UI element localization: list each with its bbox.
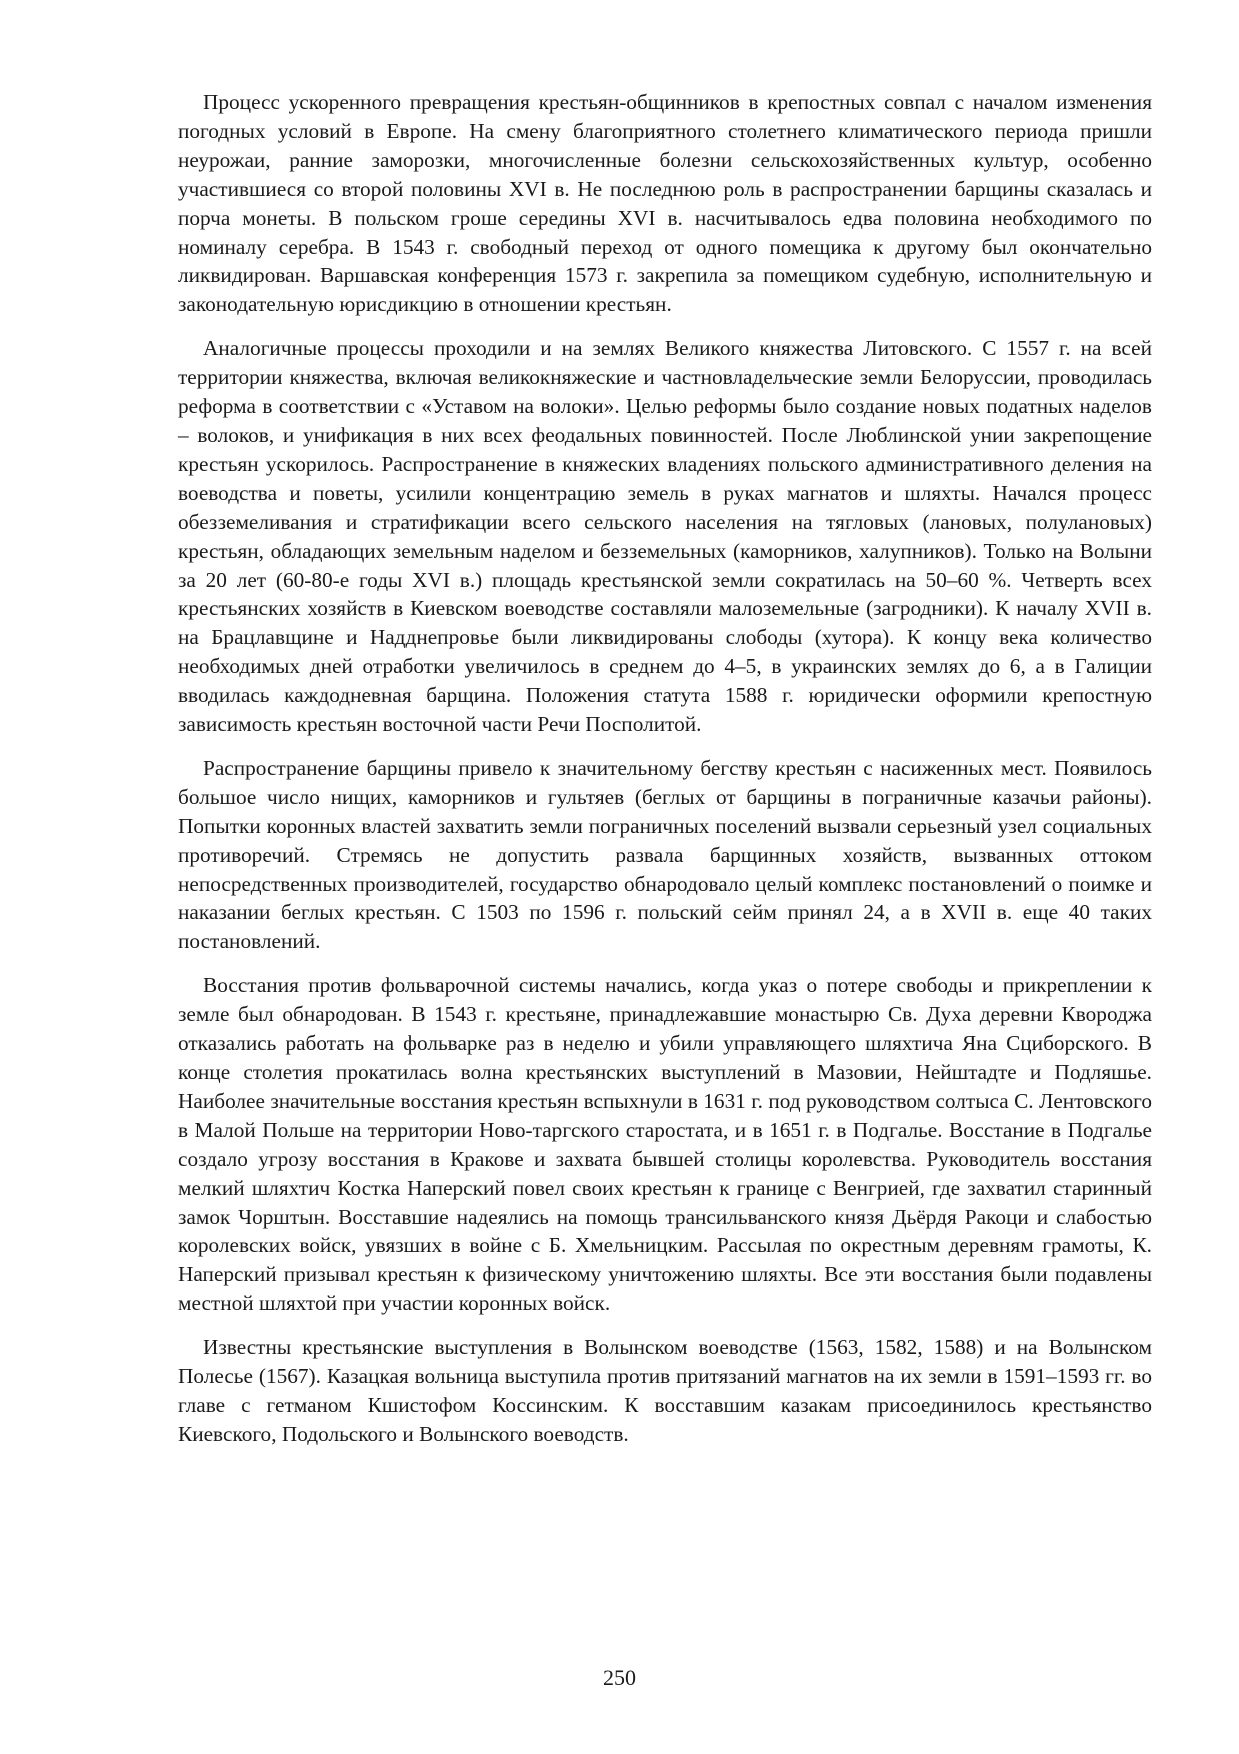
paragraph-5: Известны крестьянские выступления в Волынском воеводстве (1563, 1582, 1588) и на Волынском Полесье (1567). Казацкая вольница выступила против притязаний магнатов на их земли в 1591–1593 гг. во главе с гетманом Кшистофом Коссинским. К восставшим казакам присоединилось крестьянство Киевского, Подольского и Волынского воеводств. [178, 1335, 1152, 1446]
page-body [178, 88, 1152, 1464]
paragraph-1: Процесс ускоренного превращения крестьян-общинников в крепостных совпал с началом изменения погодных условий в Европе. На смену благоприятного столетнего климатического периода пришли неурожаи, ранние заморозки, многочисленные болезни сельскохозяйственных культур, особенно участившиеся со второй половины XVI в. Не последнюю роль в распространении барщины сказалась и порча монеты. В польском гроше середины XVI в. насчитывалось едва половина необходимого по номиналу серебра. В 1543 г. свободный переход от одного помещика к другому был окончательно ликвидирован. Варшавская конференция 1573 г. закрепила за помещиком судебную, исполнительную и законодательную юрисдикцию в отношении крестьян. [178, 90, 1152, 317]
paragraph-2: Аналогичные процессы проходили и на землях Великого княжества Литовского. С 1557 г. на всей территории княжества, включая великокняжеские и частновладельческие земли Белоруссии, проводилась реформа в соответствии с «Уставом на волоки». Целью реформы было создание новых податных наделов – волоков, и унификация в них всех феодальных повинностей. После Люблинской унии закрепощение крестьян ускорилось. Распространение в княжеских владениях польского административного деления на воеводства и поветы, усилили концентрацию земель в руках магнатов и шляхты. Начался процесс обезземеливания и стратификации всего сельского населения на тягловых (лановых, полулановых) крестьян, обладающих земельным наделом и безземельных (каморников, халупников). Только на Волыни за 20 лет (60-80-е годы XVI в.) площадь крестьянской земли сократилась на 50–60 %. Четверть всех крестьянских хозяйств в Киевском воеводстве составляли малоземельные (загродники). К началу XVII в. на Брацлавщине и Надднепровье были ликвидированы слободы (хутора). К концу века количество необходимых дней отработки увеличилось в среднем до 4–5, в украинских землях до 6, а в Галиции вводилась каждодневная барщина. Положения статута 1588 г. юридически оформили крепостную зависимость крестьян восточной части Речи Посполитой. [178, 336, 1152, 737]
paragraph-4: Восстания против фольварочной системы начались, когда указ о потере свободы и прикреплении к земле был обнародован. В 1543 г. крестьяне, принадлежавшие монастырю Св. Духа деревни Квороджа отказались работать на фольварке раз в неделю и убили управляющего шляхтича Яна Сциборского. В конце столетия прокатилась волна крестьянских выступлений в Мазовии, Нейштадте и Подляшье. Наиболее значительные восстания крестьян вспыхнули в 1631 г. под руководством солтыса С. Лентовского в Малой Польше на территории Ново-таргского старостата, и в 1651 г. в Подгалье. Восстание в Подгалье создало угрозу восстания в Кракове и захвата бывшей столицы королевства. Руководитель восстания мелкий шляхтич Костка Наперский повел своих крестьян к границе с Венгрией, где захватил старинный замок Чорштын. Восставшие надеялись на помощь трансильванского князя Дьёрдя Ракоци и слабостью королевских войск, увязших в войне с Б. Хмельницким. Рассылая по окрестным деревням грамоты, К. Наперский призывал крестьян к физическому уничтожению шляхты. Все эти восстания были подавлены местной шляхтой при участии коронных войск. [178, 973, 1152, 1316]
paragraph-3: Распространение барщины привело к значительному бегству крестьян с насиженных мест. Появилось большое число нищих, каморников и гультяев (беглых от барщины в пограничные казачьи районы). Попытки коронных властей захватить земли пограничных поселений вызвали серьезный узел социальных противоречий. Стремясь не допустить развала барщинных хозяйств, вызванных оттоком непосредственных производителей, государство обнародовало целый комплекс постановлений о поимке и наказании беглых крестьян. С 1503 по 1596 г. польский сейм принял 24, а в XVII в. еще 40 таких постановлений. [178, 755, 1152, 954]
page-number: 250 [603, 1665, 636, 1690]
